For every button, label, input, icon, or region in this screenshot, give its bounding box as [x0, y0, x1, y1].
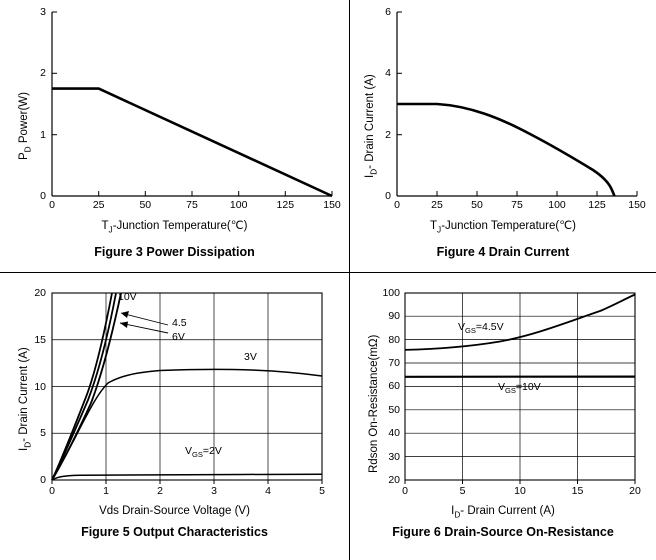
figure4-y-axis-label: [364, 74, 378, 178]
figure5-panel: [0, 273, 349, 560]
figure4-ytick-4: 4: [385, 67, 391, 80]
curve-label-10v: 10V: [118, 291, 137, 303]
curve-label-vgs-4p5v: [458, 321, 504, 335]
figure3-xtick-125: 125: [276, 199, 295, 211]
figure6-ytick-60: 60: [388, 380, 400, 393]
figure3-x-axis-label: [0, 218, 349, 234]
figure3-y-axis-label: [18, 92, 32, 160]
figure6-xtick-20: 20: [629, 485, 641, 497]
figure4-xtick-75: 75: [511, 199, 523, 211]
figure5-ytick-20: 20: [34, 287, 46, 299]
figure6-x-axis-label-suffix: - Drain Current (A): [460, 505, 555, 517]
figure3-ytick-2: 2: [40, 67, 46, 80]
figure6-xtick-10: 10: [514, 485, 526, 497]
figure6-ytick-20: 20: [388, 474, 400, 486]
figure3-y-axis-label-suffix: Power(W): [18, 92, 30, 147]
figure6-x-axis-label: [350, 505, 656, 519]
curve-label-vgs-2v-suffix: =2V: [202, 445, 222, 457]
figure3-caption: Figure 3 Power Dissipation: [94, 245, 255, 259]
figure4-ytick-6: 6: [385, 6, 391, 18]
figure4-ytick-0: 0: [385, 190, 391, 202]
curve-label-vgs-2v: [185, 445, 222, 459]
figure4-x-axis-label: [350, 218, 656, 234]
figure5-xtick-5: 5: [319, 485, 325, 497]
figure3-xtick-75: 75: [186, 199, 198, 211]
figure6-ytick-50: 50: [388, 403, 400, 416]
figure6-ytick-100: 100: [382, 287, 400, 299]
figure5-y-axis-label-prefix: I: [18, 447, 30, 451]
figure3-panel: [0, 0, 349, 272]
figure6-x-axis-label-prefix: I: [451, 505, 455, 517]
figure3-xtick-100: 100: [229, 199, 248, 211]
figure5-caption: Figure 5 Output Characteristics: [81, 525, 268, 539]
curve-label-6v: 6V: [172, 331, 185, 343]
figure3-y-axis-label-sub: D: [23, 146, 33, 153]
figure6-xtick-15: 15: [571, 485, 584, 497]
figure6-caption: Figure 6 Drain-Source On-Resistance: [392, 525, 614, 539]
figure4-xtick-50: 50: [471, 199, 483, 211]
curve-label-vgs-10v-sub: GS: [505, 386, 516, 396]
figure3-x-axis-label-sub: J: [108, 225, 113, 235]
figure5-xtick-2: 2: [157, 485, 163, 497]
figure5-ytick-15: 15: [34, 333, 46, 346]
figure3-xtick-150: 150: [323, 199, 341, 211]
figure3-x-axis-label-suffix: -Junction Temperature(℃): [112, 220, 248, 232]
figure6-ytick-80: 80: [388, 333, 400, 346]
figure6-xtick-5: 5: [459, 485, 466, 497]
figure5-x-axis-label: Vds Drain-Source Voltage (V): [99, 505, 250, 517]
figure6-ytick-30: 30: [388, 450, 400, 463]
figure5-y-axis-label: [18, 347, 32, 451]
curve-label-vgs-10v-prefix: V: [498, 381, 506, 393]
figure5-ytick-10: 10: [34, 380, 46, 393]
figure5-y-axis-label-sub: D: [23, 441, 33, 448]
figure4-panel: [350, 0, 656, 272]
curve-label-vgs-4p5v-sub: GS: [465, 326, 476, 336]
figure3-ytick-1: 1: [40, 128, 46, 141]
figure6-x-axis-label-sub: D: [454, 510, 461, 520]
figure6-ytick-70: 70: [388, 357, 400, 369]
figure4-xtick-150: 150: [628, 199, 646, 211]
figure5-xtick-1: 1: [103, 485, 109, 497]
figure4-xtick-25: 25: [431, 199, 443, 211]
figure3-xtick-25: 25: [92, 199, 105, 211]
figure4-x-axis-label-prefix: T: [430, 220, 438, 232]
curve-label-vgs-2v-sub: GS: [192, 450, 203, 460]
curve-label-vgs-4p5v-suffix: =4.5V: [475, 321, 504, 333]
figure5-xtick-0: 0: [49, 485, 55, 497]
figure4-xtick-125: 125: [588, 199, 606, 211]
figure4-x-axis-label-suffix: -Junction Temperature(℃): [441, 220, 576, 232]
figure4-y-axis-label-prefix: I: [364, 174, 376, 178]
figure3-ytick-0: 0: [40, 190, 46, 202]
curve-label-vgs-10v-suffix: =10V: [515, 381, 541, 393]
figure5-xtick-4: 4: [265, 485, 271, 497]
figure4-y-axis-label-suffix: - Drain Current (A): [364, 74, 376, 169]
figure5-ytick-0: 0: [40, 474, 46, 486]
figure3-ytick-3: 3: [40, 6, 46, 18]
figure4-xtick-0: 0: [394, 199, 400, 211]
figure3-xtick-0: 0: [49, 199, 55, 211]
figure6-ytick-40: 40: [388, 427, 400, 440]
figure6-xtick-0: 0: [402, 485, 408, 497]
figure4-xtick-100: 100: [548, 199, 566, 211]
figure4-y-axis-label-sub: D: [369, 168, 379, 175]
figure6-y-axis-label: Rdson On-Resistance(mΩ): [368, 334, 380, 473]
figure4-ytick-2: 2: [385, 128, 391, 141]
figure3-xtick-50: 50: [139, 199, 152, 211]
curve-label-vgs-10v: [498, 381, 541, 395]
figure3-y-axis-label-prefix: P: [18, 152, 30, 160]
figure4-x-axis-label-sub: J: [437, 225, 442, 235]
figure6-ytick-90: 90: [388, 310, 400, 323]
curve-label-3v: 3V: [244, 351, 257, 363]
figure5-ytick-5: 5: [40, 427, 46, 440]
figure4-caption: Figure 4 Drain Current: [436, 245, 570, 259]
curve-label-vgs-2v-prefix: V: [185, 445, 193, 457]
curve-label-vgs-4p5v-prefix: V: [458, 321, 466, 333]
figure6-panel: [350, 273, 656, 560]
figure5-y-axis-label-suffix: - Drain Current (A): [18, 347, 30, 442]
figure3-x-axis-label-prefix: T: [101, 220, 109, 232]
figure5-xtick-3: 3: [211, 485, 217, 497]
curve-label-4p5: 4.5: [172, 317, 187, 329]
